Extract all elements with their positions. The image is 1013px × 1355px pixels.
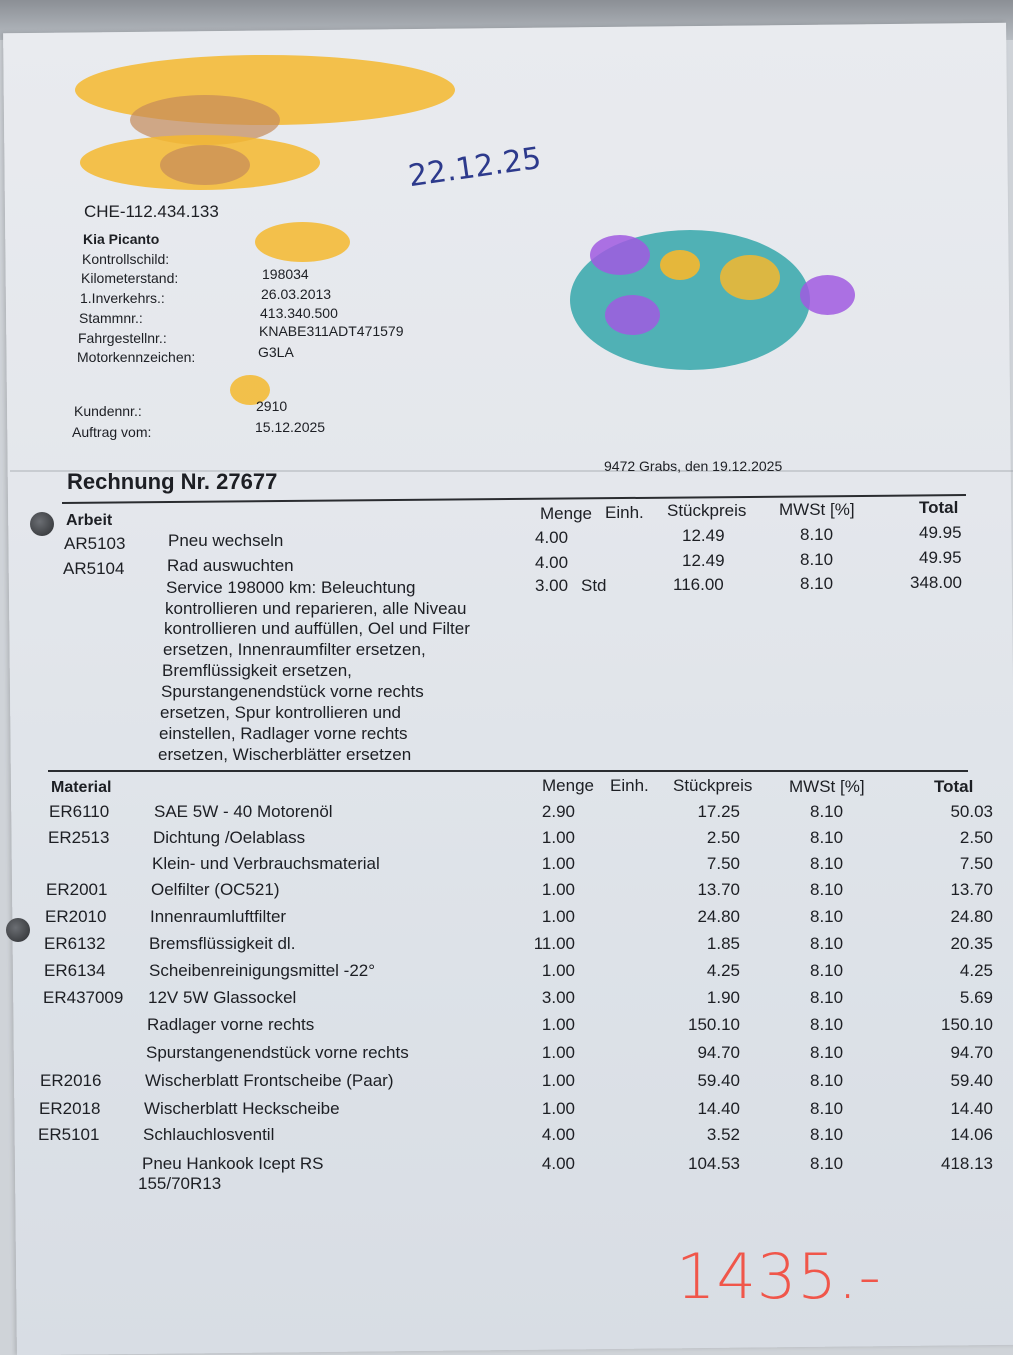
row-menge: 4.00 bbox=[541, 1125, 575, 1144]
row-preis: 3.52 bbox=[706, 1125, 740, 1144]
row-preis: 59.40 bbox=[697, 1071, 740, 1090]
invoice-place-date: 9472 Grabs, den 19.12.2025 bbox=[604, 458, 783, 474]
row-description: Rad auswuchten bbox=[167, 556, 294, 575]
header-rule-material bbox=[48, 770, 968, 772]
row-mwst: 8.10 bbox=[810, 988, 844, 1007]
label-inverkehr: 1.Inverkehrs.: bbox=[80, 290, 165, 306]
row-preis: 12.49 bbox=[682, 551, 725, 570]
row-menge: 1.00 bbox=[541, 1071, 575, 1090]
row-menge: 4.00 bbox=[541, 1154, 575, 1173]
row-mwst: 8.10 bbox=[810, 1099, 844, 1118]
row-code: ER6110 bbox=[49, 802, 110, 821]
value-auftrag: 15.12.2025 bbox=[255, 419, 326, 435]
label-fahrgestellnr: Fahrgestellnr.: bbox=[78, 330, 167, 346]
row-code: AR5103 bbox=[64, 534, 126, 553]
row-code: ER2513 bbox=[48, 828, 110, 847]
row-mwst: 8.10 bbox=[810, 1015, 844, 1034]
row-mwst: 8.10 bbox=[810, 854, 844, 873]
row-description-line: Service 198000 km: Beleuchtung bbox=[166, 578, 416, 597]
label-stammnr: Stammnr.: bbox=[79, 310, 143, 326]
col-header-menge: Menge bbox=[542, 776, 594, 795]
row-total: 49.95 bbox=[919, 548, 962, 567]
col-header-einh: Einh. bbox=[605, 503, 644, 522]
handwritten-total: 1435.- bbox=[676, 1240, 882, 1313]
row-total: 150.10 bbox=[941, 1015, 993, 1034]
row-code: ER6132 bbox=[44, 934, 106, 953]
row-menge: 1.00 bbox=[541, 1099, 575, 1118]
value-inverkehr: 26.03.2013 bbox=[261, 286, 332, 302]
row-menge: 1.00 bbox=[541, 854, 575, 873]
row-total: 4.25 bbox=[959, 961, 993, 980]
row-total: 14.40 bbox=[950, 1099, 993, 1118]
row-description: Radlager vorne rechts bbox=[147, 1015, 315, 1034]
row-preis: 116.00 bbox=[673, 575, 724, 594]
row-mwst: 8.10 bbox=[810, 828, 844, 847]
row-preis: 7.50 bbox=[706, 854, 740, 873]
row-mwst: 8.10 bbox=[810, 961, 844, 980]
row-description: SAE 5W - 40 Motorenöl bbox=[154, 802, 333, 821]
row-mwst: 8.10 bbox=[800, 574, 834, 593]
row-description-line: ersetzen, Wischerblätter ersetzen bbox=[158, 745, 412, 764]
invoice-title: Rechnung Nr. 27677 bbox=[67, 469, 278, 494]
row-total: 7.50 bbox=[959, 854, 993, 873]
row-description: Scheibenreinigungsmittel -22° bbox=[149, 961, 376, 980]
row-description-line: Bremflüssigkeit ersetzen, bbox=[162, 661, 352, 680]
vehicle-model: Kia Picanto bbox=[83, 231, 160, 247]
row-einh: Std bbox=[581, 576, 607, 595]
row-menge: 3.00 bbox=[541, 988, 575, 1007]
label-kundennr: Kundennr.: bbox=[74, 403, 142, 419]
row-description-line: ersetzen, Spur kontrollieren und bbox=[160, 703, 401, 722]
row-code: ER2001 bbox=[46, 880, 108, 899]
row-total: 2.50 bbox=[959, 828, 993, 847]
row-total: 418.13 bbox=[941, 1154, 993, 1173]
row-description: Wischerblatt Frontscheibe (Paar) bbox=[145, 1071, 394, 1090]
row-total: 5.69 bbox=[959, 988, 993, 1007]
row-menge: 3.00 bbox=[535, 576, 569, 595]
row-preis: 14.40 bbox=[697, 1099, 740, 1118]
row-mwst: 8.10 bbox=[800, 525, 834, 544]
punch-hole-upper bbox=[30, 512, 54, 536]
row-description: Bremsflüssigkeit dl. bbox=[149, 934, 296, 953]
row-code: ER437009 bbox=[43, 988, 124, 1007]
row-code: AR5104 bbox=[63, 559, 125, 578]
row-menge: 1.00 bbox=[541, 907, 575, 926]
row-description: Wischerblatt Heckscheibe bbox=[144, 1099, 340, 1118]
row-total: 13.70 bbox=[950, 880, 993, 899]
row-description: Schlauchlosventil bbox=[143, 1125, 275, 1144]
row-description: Spurstangenendstück vorne rechts bbox=[146, 1043, 409, 1062]
row-total: 348.00 bbox=[910, 573, 962, 592]
row-total: 50.03 bbox=[950, 802, 993, 821]
punch-hole-lower bbox=[6, 918, 30, 942]
row-description-line: ersetzen, Innenraumfilter ersetzen, bbox=[163, 640, 426, 659]
redaction-plate bbox=[255, 222, 350, 262]
row-menge: 4.00 bbox=[535, 528, 569, 547]
row-description: Klein- und Verbrauchsmaterial bbox=[152, 854, 380, 873]
label-kontrollschild: Kontrollschild: bbox=[82, 251, 170, 267]
row-description-line: 155/70R13 bbox=[138, 1174, 222, 1193]
row-menge: 1.00 bbox=[541, 1015, 575, 1034]
row-description: Innenraumluftfilter bbox=[150, 907, 287, 926]
row-mwst: 8.10 bbox=[810, 1125, 844, 1144]
section-arbeit: Arbeit bbox=[66, 512, 113, 529]
row-preis: 17.25 bbox=[697, 802, 740, 821]
row-preis: 94.70 bbox=[697, 1043, 740, 1062]
row-menge: 1.00 bbox=[541, 1043, 575, 1062]
label-motorkennzeichen: Motorkennzeichen: bbox=[77, 349, 196, 365]
row-preis: 13.70 bbox=[697, 880, 740, 899]
row-total: 49.95 bbox=[919, 523, 962, 542]
row-menge: 1.00 bbox=[541, 961, 575, 980]
row-menge: 1.00 bbox=[541, 828, 575, 847]
row-description: Dichtung /Oelablass bbox=[153, 828, 306, 847]
row-menge: 2.90 bbox=[541, 802, 575, 821]
row-menge: 4.00 bbox=[535, 553, 569, 572]
section-material: Material bbox=[51, 779, 112, 796]
row-preis: 1.90 bbox=[706, 988, 740, 1007]
col-header-total: Total bbox=[934, 777, 974, 796]
row-total: 59.40 bbox=[950, 1071, 993, 1090]
row-total: 24.80 bbox=[950, 907, 993, 926]
col-header-total: Total bbox=[919, 498, 959, 517]
value-kilometerstand: 198034 bbox=[262, 266, 309, 282]
col-header-mwst: MWSt [%] bbox=[789, 777, 865, 796]
col-header-einh: Einh. bbox=[610, 776, 649, 795]
row-mwst: 8.10 bbox=[810, 1154, 844, 1173]
row-code: ER2016 bbox=[40, 1071, 102, 1090]
row-mwst: 8.10 bbox=[810, 1071, 844, 1090]
row-description-line: kontrollieren und auffüllen, Oel und Filter bbox=[164, 619, 470, 638]
row-total: 94.70 bbox=[950, 1043, 993, 1062]
row-preis: 4.25 bbox=[706, 961, 740, 980]
row-mwst: 8.10 bbox=[810, 907, 844, 926]
col-header-preis: Stückpreis bbox=[667, 501, 747, 520]
row-total: 14.06 bbox=[950, 1125, 993, 1144]
row-mwst: 8.10 bbox=[810, 1043, 844, 1062]
row-preis: 150.10 bbox=[688, 1015, 740, 1034]
row-description-line: Spurstangenendstück vorne rechts bbox=[161, 682, 424, 701]
row-code: ER5101 bbox=[38, 1125, 100, 1144]
uid-number: CHE-112.434.133 bbox=[84, 202, 219, 221]
value-fahrgestellnr: KNABE311ADT471579 bbox=[259, 323, 404, 339]
value-stammnr: 413.340.500 bbox=[260, 305, 338, 321]
row-mwst: 8.10 bbox=[810, 934, 844, 953]
col-header-menge: Menge bbox=[540, 504, 592, 523]
row-code: ER2018 bbox=[39, 1099, 101, 1118]
value-motorkennzeichen: G3LA bbox=[258, 344, 294, 360]
row-mwst: 8.10 bbox=[810, 802, 844, 821]
row-preis: 2.50 bbox=[706, 828, 740, 847]
row-description: Pneu wechseln bbox=[168, 531, 284, 550]
row-preis: 1.85 bbox=[706, 934, 740, 953]
row-mwst: 8.10 bbox=[800, 550, 834, 569]
row-description: 12V 5W Glassockel bbox=[148, 988, 297, 1007]
row-code: ER2010 bbox=[45, 907, 107, 926]
col-header-mwst: MWSt [%] bbox=[779, 500, 855, 519]
label-auftrag: Auftrag vom: bbox=[72, 424, 152, 440]
row-preis: 12.49 bbox=[682, 526, 725, 545]
value-kundennr: 2910 bbox=[256, 398, 288, 414]
row-menge: 11.00 bbox=[533, 934, 575, 953]
row-menge: 1.00 bbox=[541, 880, 575, 899]
row-description: Pneu Hankook Icept RS bbox=[142, 1154, 324, 1173]
row-description: Oelfilter (OC521) bbox=[151, 880, 280, 899]
row-preis: 24.80 bbox=[697, 907, 740, 926]
row-description-line: kontrollieren und reparieren, alle Niveau bbox=[165, 599, 467, 618]
row-preis: 104.53 bbox=[688, 1154, 740, 1173]
row-mwst: 8.10 bbox=[810, 880, 844, 899]
label-kilometerstand: Kilometerstand: bbox=[81, 270, 179, 286]
row-code: ER6134 bbox=[44, 961, 106, 980]
row-total: 20.35 bbox=[950, 934, 993, 953]
col-header-preis: Stückpreis bbox=[673, 776, 753, 795]
handwritten-date: 22.12.25 bbox=[406, 140, 544, 195]
row-description-line: einstellen, Radlager vorne rechts bbox=[159, 724, 408, 743]
